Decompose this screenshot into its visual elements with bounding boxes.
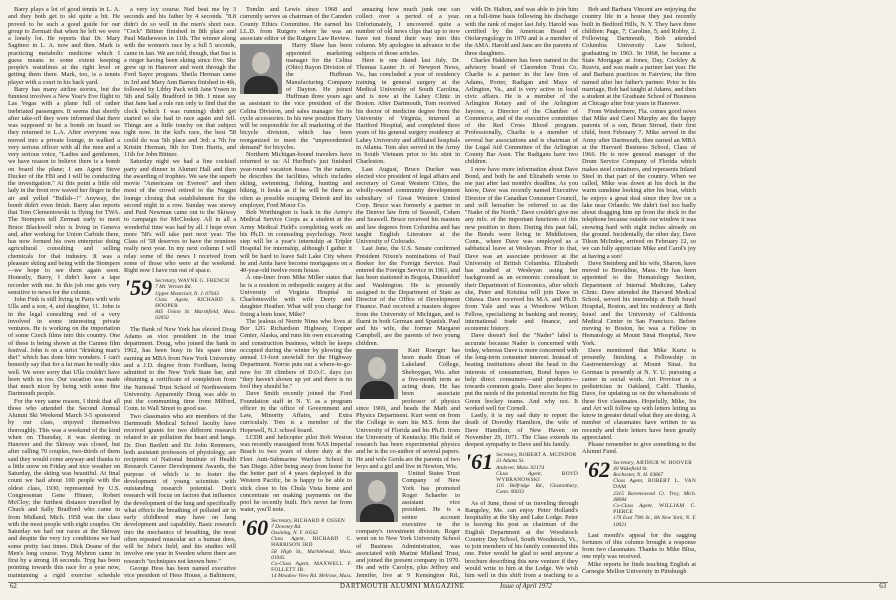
paragraph: From Windermere, Fla. comes good news that Mike and Carol Murphy are the happy parents of a son, Brian Stroud, their first child, born February 7. Mike served in the Army after Dartmouth, then earned an MBA at the Harvard Business School, Class of 1966. He is now general manager of the Drum Service Company of Florida which makes steel containers, and represents Inland Steel in that part of the country. When we called, Mike was down at his dock in the warm sunshine looking after his boat, which he enjoys a great deal since they live on a lake near Orlando. We didn't feel too badly about dragging him up from the dock to the telephone because outside our window it was snowing hard with eight inches already on the ground. Incidentally, the other day, Dave Tilson McIndoe, arrived on February 12, so we can fully appreciate Mike and Carol's joy at having a son! <box>582 107 696 260</box>
paragraph: a very icy course. Ned beat me by 3 seconds and his father by 4 seconds. "8.8 didn't do so well in the men's short race. "Cock" Bittner finished in 8th place and Paul Mathewson in 11th. The winner along with the women's race by a full 5 seconds, came in last. We are told, though, that Sue is a ringer having been skiing since five. She grew up in Hanover and went through the Ford Sayre program. Sheila Herman came in 3rd and Mary Ann Barnes finished in 4th, followed by Libby Pack with Jane Ynsen in 5th and Sally Bradford in 9th. I must say that Jane had a rule run only to find that the clock (which I was running) didn't get started so she had to race again and fell. Things are a little touchy on that subject right now. In the kid's race, the best '58 could do was 5th place and 3rd: a 7th for Kristin Herman, 9th for Tom Harris, and 11th for John Bittner. <box>124 6 236 158</box>
paragraph: A one-liner from Mike Miller states that he is a resident in orthopedic surgery at the University of Virginia Hospital in Charlottesville with wife Deery and daughter Heather. What will you charge for fixing a bum knee, Mike? <box>240 274 352 318</box>
magazine-title: DARTMOUTH ALUMNI MAGAZINE <box>340 583 465 590</box>
paragraph: Barry plays a lot of good tennis in L. A. and they both get to ski quite a bit. He proved to be such a good guide for our group to Zermatt that when he left we were a lonely lot. He reports that Dr. Mary Sagitnor in L. A. now and then. Mark is practicing metabolic medicine which I guess means to some extent keeping people's waistlines at the right level or getting them there. Mark, too, is a tennis player with a court in his back yard. <box>8 6 120 86</box>
paragraph: The Bank of New York has elected Doug Adams as vice president in the trust department. Doug, who joined the bank in 1962, has been busy in his spare time earning an MBA from New York University and a J.D. degree from Fordham, being admitted to the New York State bar, and obtaining a certificate of completion from the National Trust School of Northwestern University. Apparently Doug was able to put the communting time from Milford, Conn. to Wall Street to good use. <box>124 325 236 413</box>
class-year: '60 <box>240 514 269 540</box>
paragraph: George Hess has been named executive vice president of Hess House, a Baltimore, <box>124 564 236 580</box>
column-5 <box>465 6 578 580</box>
paragraph: Last month's appeal for the sagging fortunes of this column brought a response from two classmates. Thanks to Mike Bliss, one reply was received. <box>582 531 696 561</box>
paragraph: Here is one dated last July. Dr. Thomas Lauter Jr. of Newport News, Va., has concluded a year of residency training in general surgery at the Medical University of South Carolina, and is now at the Lahey Clinic in Boston. After Dartmouth, Tom received his doctor of medicine degree from the University of Virginia, interned at Hartford Hospital, and completed three years of his general surgery residency at Lahey University and affiliated hospitals in Atlanta. Tom also served in the Army in South Vietnam prior to his stint in Charleston. <box>356 56 460 166</box>
portrait-photo <box>240 44 282 94</box>
paragraph: I now have more information about Dave Bond, and both he and Elizabeth wrote to me just after last month's deadline. As you know, Dave was recently named Executive Director of the Canadian Consumer Council, and will hereafter be referred to as the "Nader of the North." Dave couldn't give me any info. of the important functions of this new position to them. During this past fall, the Bonds were living in Middletown, Conn., where Dave was employed as a sabbatical leave at Wesleyan. Prior to that, Dave was an associate professor at the University of British Columbia. Elizabeth has studied at Wesleyan using her background as an economic consultant to their Department of Economics, after which she, Peter and Kristina will join Dave in Ottawa. Dave received his M.A. and Ph.D. from Yale and was a Woodrow Wilson Fellow, specializing in banking and money, international trade and finance, and economic history. <box>465 165 578 332</box>
paragraph: As of June, those of us traveling through Rangeley, Me. can enjoy Peter Holland's hospitality at the Sky and Lake Lodge. Peter is leaving his post as chairman of the English Department at the Woodstock Country Day School, South Woodstock, Vt., to join members of his family connected this one. Peter would be glad to send anyone a brochure describing this new venture if they would write to him at the Lodge. We wish him well in this shift from a teaching to a <box>465 499 578 580</box>
class-year: '59 <box>124 275 153 301</box>
paragraph: Two classmates who are members of the Dartmouth Medical School faculty have received grants for two different research related to air pollution the heart and lungs. Dr. Don Bartlett and Dr. John Remmers, both assistant professors of physiology, are recipients of National Institute of Health Research Career Development Awards, the purpose of which is to foster the development of young scientists with outstanding research potential. Don's research will focus on factors that influence the development of the lung and specifically what effects the breathing of polluted air in early childhood may have on lung development and capability. Basic research into the mechanics of breathing, the most often repeated muscular act a human does, will be John's field, and his studies will involve one year in Sweden where there are research "techniques not known here." <box>124 412 236 565</box>
class-year: '61 <box>465 449 494 475</box>
paragraph: Tomlin and Lewis since 1968 and currently serves as chairman of the Camden County Ethics Committee. He earned his LL.D. from Rutgers where he was an associate editor of the Rutgers Law Review. <box>240 6 352 42</box>
column-4 <box>356 6 460 580</box>
paragraph: Northern Michigan-bound travelers have returned to us: Al Hurlbut's just finished year-round vacation house. "In the nature, he describes the facilities, which includes skiing, swimming, fishing, hunting and hiking, it looks as if he will be there as often as possible escaping Detroit and his employer, Ford Motor Co. <box>240 151 352 209</box>
class-1961-header <box>465 449 578 496</box>
paragraph: Kurt Roerger has been made Dean of Lakeland College, Sheboygan, Wis. after a five-month term as acting dean. He has been associate professor of physics since 1969, and heads the Math and Physics Department. Kurt went on from the College to earn his M.S. from the University of Florida and his Ph.D. from the University of Kentucky. His field of research has been experimental physics and he is the co-author of several papers. He and wife Gerda are the parents of two boys and a girl and live in Newton, Wis. <box>356 346 460 470</box>
paragraph: Last June, the U.S. Senate confirmed President Nixon's nominations of Paul Boeker for the Foreign Service. Paul entered the Foreign Service in 1961, and has been stationed in Bogota, Dusseldorf and Washington. He is presently assigned to the Department of State as Director of the Office of Development Finance. Paul received a masters degree from the University of Michigan, and is fluent in both German and Spanish. Paul and his wife, the former Margaret Campbell, are the parents of two young children. <box>356 245 460 347</box>
class-1960-header <box>240 514 352 581</box>
class-officers: Secretary, WAYNE G. FRENCH 7 Mt. Vernon Rd. Upper Montclair, N. J. 07043 Class Agent, RICHARD S. HOOPER 845 Union St. Marshfield, Mass. 02050 <box>155 278 236 322</box>
column-3 <box>240 6 352 580</box>
paragraph: Barry has many airline stories, but the funniest involves a New Year's Eve flight to Las Vegas with a plane full of rather inebriated passengers. It seems that shortly after take-off they were informed that there was supposed to be a bomb on board so they returned to L.A. After everyone was moved into a private lounge, in walked a very serious officer with all the men and a very serious voice, "Ladies and gentlemen, we have reason to believe there is a bomb on board the plane; I am Agent Steve Ducker of the FBI and I will be conducting the investigation." At this point a little old lady in the front row waved her finger in the air and yelled "Bullsh--!" Anyway, the bomb didn't even finish. Barry also reports that Tom Clementowski is flying for TWA. The Stompers tell Zermatt early to meet Bruce Blackwell who is living in Geneva and, after working for Union Carbide there, has now formed his own enterprise doing agricultural consulting and selling chemicals for that industry. It was a pleasure skiing and being with the Stompers—we hope to see them again soon. Honestly, Barry, I didn't have a tape recorder with me. In this job one gets very sensitive to news for the column. <box>8 85 120 296</box>
column-1 <box>8 6 120 580</box>
class-year: '62 <box>582 456 611 482</box>
paragraph: Dave Smith recently joined the Ford Foundation staff in N. Y. as a program officer in the office of Government and Law, Minority Affairs, and Extra curriculaly. Tom is a member of the Hopewell, N.J. school board. <box>240 390 352 434</box>
paragraph: Dave Steinberg and his wife, Sharon, have moved to Brookline, Mass. He has been appointed to the Hematology Section, Department of Internal Medicine, Lahey Clinic. Dave attended the Harvard Medical School, served his internship at Beth Israel Hospital, Boston, and his residency at Beth Israel and the University of California Medical Center in San Francisco. Before moving to Boston, he was a Fellow in Hematology at Mount Sinai Hospital, New York. <box>582 259 696 347</box>
paragraph: Last August, Bruce Ducker was elected vice president of legal affairs and secretary of Great Western Cities, the wholly-owned community development subsidiary of Great Western United Corp. Bruce was formerly a partner in the Denver law firm of Seawell, Cohen and Seawell. Bruce received his masters and law degrees from Columbia and has taught English Literature at the University of Colorado. <box>356 165 460 245</box>
paragraph: Please remember to give something to the Alumni Fund. <box>582 441 696 456</box>
paragraph: Bob Worthington is back in the Army's Medical Service Corps as a student at the Army Medical Field's completing work on his Ph.D. in counseling psychology. Next step will be a year's internship at Tripler Hospital for internship, although I gather it will be hard to leave Salt Lake City where he and Anita have become mortgagees on a 40-year-old twelve room house. <box>240 209 352 274</box>
paragraph: Lastly, it is my sad duty to report the death of Dorothy Hamilton, the wife of Dave Hamilton, of New Haven on November 29, 1971. The Class extends its deepest sympathy to Dave and his family. <box>465 412 578 448</box>
issue-date: Issue of April 1972 <box>500 583 552 590</box>
paragraph: Charles Hakkinen has been named to the advisory board of Clarendon Trust Co. Charlie is a partner in the law firm of Adams, Porter, Radigan and Mays of Arlington, Va., and is very active in local civic affairs. He is a member of the Arlington Rotary and of the Arlington Jaycees, a Director of the Chamber of Commerce, and of the executive committee of the Red Cross Blood program. Professionally, Charlie is a member of several bar associations and is chairman of the Legal Aid Committee of the Arlington County Bar Assn. The Radigans have two children. <box>465 56 578 166</box>
class-officers: Secretary, ARTHUR W. HOOVER 40 Wakefield St. Rochester, N. H. 03867 Class Agent, ROBERT L. VAN DAM 2315 Ravenswood Ct. Troy, Mich. 48084 Co-Class Agent, WILLIAM C. PIERCE 179 East 79th St., 8A New York, N. Y. 10021 <box>613 459 696 528</box>
paragraph: Saturday night we had a fine cocktail party and dinner in Alumni Hall and then the awarding of trophies. We saw the superb movie "Americans on Everest" and then most of the crowd retired to the Nugget lounge closing that establishment for the second night in a row. Sunday was snowy and Paul Newman came out to the Skiway to campaign for McCloskey. All in all a wonderful time was had by all. I hope even more '58's will take part next year. The Class of '58 deserves to have the reunions really next year. In my next column I will relay some of the news I received from some of those who were at the weekend. Right now I have run out of space. <box>124 158 236 274</box>
paragraph: For the very same reason, I think that all those who attended the Second Annual Alumni Ski Weekend March 3-5 sponsored by our class, enjoyed themselves thoroughly. This was a weekend of the kind when on Thursday, it was sleeting in Hanover and the Skiway was closed, but after calling 70 couples, two-thirds of them said they would come anyway and thanks to a little snow on Friday and nice weather on Saturday, the skiing was beautiful. At final count we had about 100 people with the oldest class, 1930, represented by U.S. Congressman Gene Hinner, Robert McCloy; the furthest distance travelled by Chuck and Sally Bradford who came in from Midland, Mich. 1958 was the class with the most people with eight couples. On Saturday we had our races at the Skiway and despite the very icy conditions we had some pretty fast times. Dick Doane of the Men's long course. Tryg Myhren came in first by a strong 18 seconds. Tryg has been pointing towards this race for a year now, maintaining a rigid exercise schedule <box>8 397 120 579</box>
paragraph: amazing how much junk one can collect over a period of a year. Unfortunately, I uncovered quite a number of old news clips that up to now have not found their way into this column. My apologies in advance to the subjects of those articles. <box>356 6 460 57</box>
paragraph: Bob and Barbara Vincent are enjoying the country life in a house they just recently built in Bedford Hills, N. Y. They have three children: Page, 7; Caroline, 5; and Robby, 2. Following Dartmouth, Bob attended Columbia University Law School, graduating in 1963. In 1968, he became a State Mortgage at Jones, Day, Cockley & Reavis, and was made a partner last year. He and Barbara practices in Fairview, the firm named after her father's partner. Prior to his marriage, Bob had taught at Adams, and then a student at the Graduate School of Business at Chicago after four years in Hanover. <box>582 6 696 108</box>
paragraph: with Dr. Halton, and was able to join him on a full-time basis following his discharge with the rank of major last July. Harold was certified by the American Board of Otolaryngology in 1970 and is a member of the AMA. Harold and Jane are the parents of three daughters. <box>465 6 578 57</box>
paragraph: LCDR and helicopter pilot Bob Weston was recently reassigned from NAS Imperial Beach to two years of shore duty at the Fleet Anti-Submarine Warfare School in San Diego. After being away from home for the better part of 4 years deployed in the Western Pacific, he is happy to be able to stick close to his Chula Vista home and concentrate on making payments on the pool he recently built. He's never far from water, you'll note. <box>240 433 352 514</box>
class-officers: Secretary, RICHARD P. OSSEN 7 Downey Rd. Ossining, N. Y. 10562 Class Agent, RICHARD C. HARRISON 3RD 58 High St., Marblehead, Mass. 01945 Co-Class Agent, MAXWELL F. FOLLETT JR. 14 Meadow View Rd. Melrose, Mass. <box>271 517 352 580</box>
paragraph: United States Trust Company of New York has promoted Roger Schaefer to assistant vice president. He is a senior account executive in the company's investment division. Roger went on to New York University School of Business Administration, was associated with Marine Midland Trust, and joined the present company in 1970. He and wife Carolyn, plus Jeffrey and Jennifer, live at 9 Kensington Rd., <box>356 470 460 579</box>
class-1959-header <box>124 275 236 322</box>
paragraph: The jealous of Norrie Nims who lives at Bor 12G Richardson Highway, Copper Center, Alaska, and runs his own excavating and construction business, which he keeps occupied during the winter by plowing the annual 13-foot snowfall for the Highway Department. Norrie puts out a where-to-go-now for 39 climbers of D.O.C. days (so "they haven't shown up yet and there is no fool they should be." <box>240 317 352 390</box>
portrait-photo <box>356 349 398 399</box>
paragraph: Dave doesn't feel the "Nader" label is accurate because Nader is concerned with today, whereas Dave is more concerned with the long-term consumer interest. Instead of beating institutions about the head in the interests of consumerism, Bond hopes to help direct consumers—and producers—towards common goals. Dave also hopes to put the needs of the potential recruits for Big Green hockey teams. And why not. It worked well for Cornell. <box>465 332 578 412</box>
class-officers: Secretary, ROBERT A. MCINDOR 31 Adams St. Andover, Mass. 02174 Class Agent, BOYD WYBRANOWSKI 116 Belfridge Rd., Glastonbury, Conn. 06033 <box>496 452 578 496</box>
portrait-photo <box>356 472 398 522</box>
paragraph: Dave mentioned that Mike Kurtz is presently finishing a Fellowship in Gastroenterology at Mount Sinai. Ira Gorman is presently at N. Y. U. pursuing a career in social work. Art Provisor is a pediatrician in Oakland, Calif. Thanks, Dave, for updating us on the whereabouts of these five classmates. Hopefully, Mike, Ira and Art will follow up with letters letting us know in greater detail what they are doing. A number of classmates have written to us recently and their letters have been greatly appreciated. <box>582 346 696 441</box>
column-6 <box>582 6 696 580</box>
page-number-right: 63 <box>879 583 886 590</box>
paragraph: Harry Shaw has been appointed marketing manager for the Celina (Ohio) Rayon Division of the Huffman Manufacturing Company of Dayton. He joined Huffman three years ago as assistant to the vice president of the Celina Division, and sales manager for its cycle accessories. In his new position Harry will be responsible for all marketing of the bicycle division, which has been reorganized to meet the "unprecedented demand" for bicycles. <box>240 42 352 151</box>
page-number-left: 62 <box>10 583 17 590</box>
page-footer <box>0 582 896 596</box>
class-1962-header <box>582 456 696 528</box>
column-2 <box>124 6 236 580</box>
paragraph: John Fink is still living in Paris with wife Ulla and a son, 4, and daughter, 11. John is in the legal consulting end of a very involved in some interesting private ventures. He is working on the importation of some Czech films into this country. One of these is being shown at the Cannes film festival. John is on a strict "drinking man's diet" which has done him wonders. I can't honestly say that for a fat man he really skis well. We were sorry that Ulla couldn't have been with us too. Our vacation was made that much nicer by being with some fine Dartmouth people. <box>8 296 120 398</box>
paragraph: Mike reports he finds teaching English at Carnegie Mellon University in Pittsburgh <box>582 560 696 575</box>
